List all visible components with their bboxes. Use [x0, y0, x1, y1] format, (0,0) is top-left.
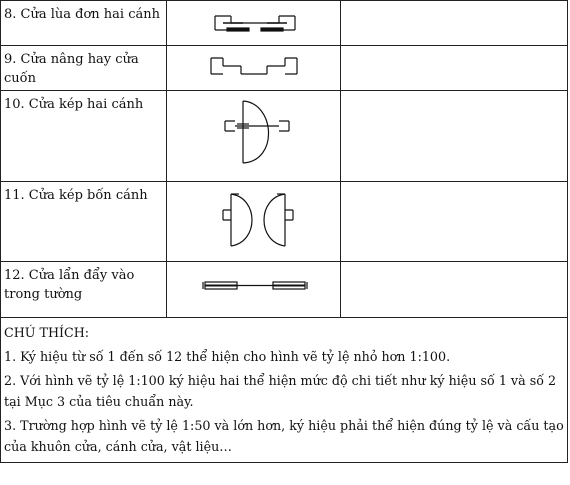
table-row: [1, 91, 568, 182]
double-door-four-leaf-symbol: [167, 182, 340, 262]
note-item: 2. Với hình vẽ tỷ lệ 1:100 ký hiệu hai thể hiện mức độ chi tiết như ký hiệu số 1 và số 2 tại Mục 3 của tiêu chuẩn này.: [4, 373, 557, 409]
symbol-cell: [167, 46, 341, 91]
table-row: [1, 46, 568, 91]
symbol-cell: [167, 262, 341, 318]
empty-cell: [341, 46, 568, 91]
note-item: 3. Trường hợp hình vẽ tỷ lệ 1:50 và lớn hơn, ký hiệu phải thể hiện đúng tỷ lệ và cấu tạo của khuôn cửa, cánh cửa, vật liệu…: [4, 418, 564, 454]
row-label: 12. Cửa lẩn đẩy vào trong tường: [1, 262, 167, 318]
empty-cell: [341, 1, 568, 46]
row-label: 8. Cửa lùa đơn hai cánh: [1, 1, 167, 46]
lift-or-rolling-door-symbol: [167, 46, 340, 91]
row-label: 10. Cửa kép hai cánh: [1, 91, 167, 182]
table-row: [1, 262, 568, 318]
empty-cell: [341, 262, 568, 318]
symbol-cell: [167, 1, 341, 46]
notes-row: [1, 318, 568, 463]
symbol-cell: [167, 91, 341, 182]
pocket-sliding-door-symbol: [167, 262, 340, 318]
row-label: 9. Cửa nâng hay cửa cuốn: [1, 46, 167, 91]
double-door-two-leaf-symbol: [167, 91, 340, 182]
notes-heading: CHÚ THÍCH:: [4, 325, 90, 340]
row-label: 11. Cửa kép bốn cánh: [1, 182, 167, 262]
sliding-door-single-two-leaf-symbol: [167, 1, 340, 46]
symbol-cell: [167, 182, 341, 262]
empty-cell: [341, 182, 568, 262]
table-row: [1, 1, 568, 46]
note-item: 1. Ký hiệu từ số 1 đến số 12 thể hiện cho hình vẽ tỷ lệ nhỏ hơn 1:100.: [4, 349, 451, 364]
notes-cell: [1, 318, 568, 463]
empty-cell: [341, 91, 568, 182]
table-row: [1, 182, 568, 262]
